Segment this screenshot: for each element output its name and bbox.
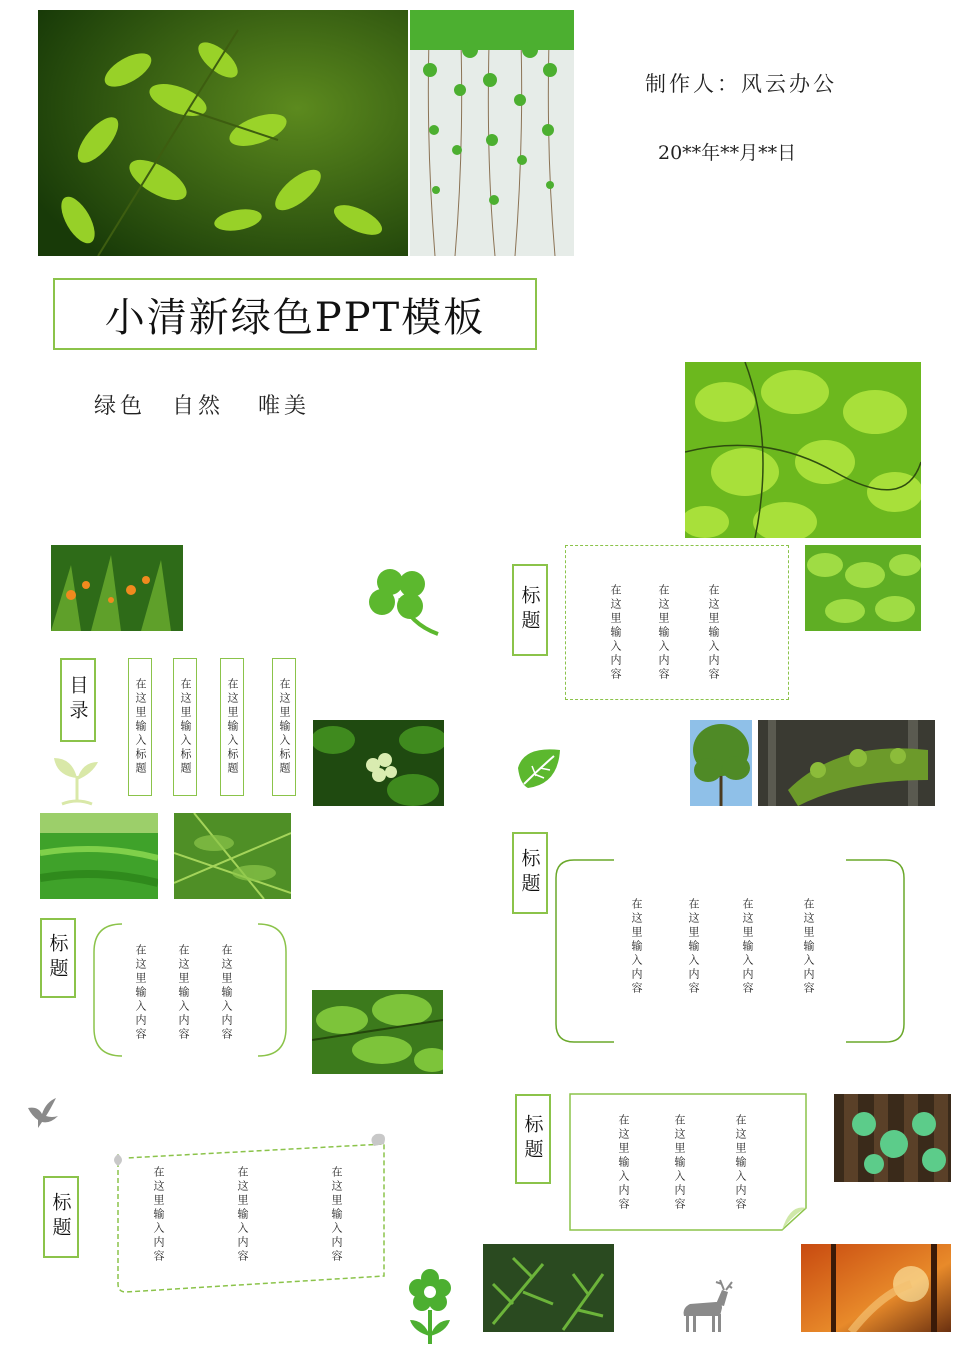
section-3-item-3: 在这里输入内容 xyxy=(741,898,754,996)
bird-icon xyxy=(26,1096,60,1130)
photo-green-leaves-small xyxy=(805,545,921,631)
section-3-label: 标题 xyxy=(512,832,548,914)
section-2-item-1: 在这里输入内容 xyxy=(609,584,622,682)
photo-green-field xyxy=(40,813,158,899)
section-4-item-2: 在这里输入内容 xyxy=(236,1166,249,1264)
section-5-frame xyxy=(568,1092,810,1232)
title-box xyxy=(53,278,537,350)
flower-icon xyxy=(404,1266,456,1346)
section-1-label: 标题 xyxy=(40,918,76,998)
keyword-1: 绿色 xyxy=(94,394,147,419)
section-4-item-1: 在这里输入内容 xyxy=(152,1166,165,1264)
photo-mossy-log xyxy=(758,720,935,806)
section-2-frame xyxy=(565,545,789,700)
photo-tree-sky xyxy=(690,720,752,806)
section-3-item-2: 在这里输入内容 xyxy=(687,898,700,996)
deer-icon xyxy=(676,1278,734,1334)
keyword-2: 自然 xyxy=(172,394,225,419)
section-3-item-1: 在这里输入内容 xyxy=(630,898,643,996)
section-4-item-3: 在这里输入内容 xyxy=(330,1166,343,1264)
toc-item-1: 在这里输入标题 xyxy=(128,658,152,796)
clover-icon xyxy=(360,562,440,640)
section-1-item-1: 在这里输入内容 xyxy=(134,944,147,1042)
section-5-item-3: 在这里输入内容 xyxy=(734,1114,747,1212)
section-3-bracket xyxy=(554,858,906,1044)
toc-item-3: 在这里输入标题 xyxy=(220,658,244,796)
section-4-scroll xyxy=(104,1130,396,1294)
photo-ivy-fence xyxy=(834,1094,951,1182)
section-2-label: 标题 xyxy=(512,564,548,656)
section-5-item-2: 在这里输入内容 xyxy=(673,1114,686,1212)
photo-berries xyxy=(313,720,444,806)
photo-green-leaves-large xyxy=(685,362,921,538)
toc-item-2: 在这里输入标题 xyxy=(173,658,197,796)
photo-leaves-sunlight xyxy=(38,10,408,256)
section-1-item-3: 在这里输入内容 xyxy=(220,944,233,1042)
section-2-item-2: 在这里输入内容 xyxy=(657,584,670,682)
section-5-label: 标题 xyxy=(515,1094,551,1184)
keyword-3: 唯美 xyxy=(258,394,311,419)
section-2-item-3: 在这里输入内容 xyxy=(707,584,720,682)
sprout-icon xyxy=(52,748,102,806)
photo-branch-leaves xyxy=(312,990,443,1074)
author-line: 制作人：风云办公 xyxy=(645,72,837,96)
toc-label: 目录 xyxy=(60,658,96,742)
leaf-icon xyxy=(514,744,566,792)
section-1-bracket xyxy=(92,922,288,1058)
date-line: 20**年**月**日 xyxy=(658,142,797,164)
page-title: 小清新绿色PPT模板 xyxy=(104,294,486,341)
photo-pine-branch xyxy=(483,1244,614,1332)
toc-item-4: 在这里输入标题 xyxy=(272,658,296,796)
section-3-item-4: 在这里输入内容 xyxy=(802,898,815,996)
photo-ivy-wall xyxy=(410,10,574,256)
photo-orange-flowers xyxy=(51,545,183,631)
section-5-item-1: 在这里输入内容 xyxy=(617,1114,630,1212)
section-1-item-2: 在这里输入内容 xyxy=(177,944,190,1042)
section-4-label: 标题 xyxy=(43,1176,79,1258)
photo-fern xyxy=(174,813,291,899)
photo-autumn-forest xyxy=(801,1244,951,1332)
